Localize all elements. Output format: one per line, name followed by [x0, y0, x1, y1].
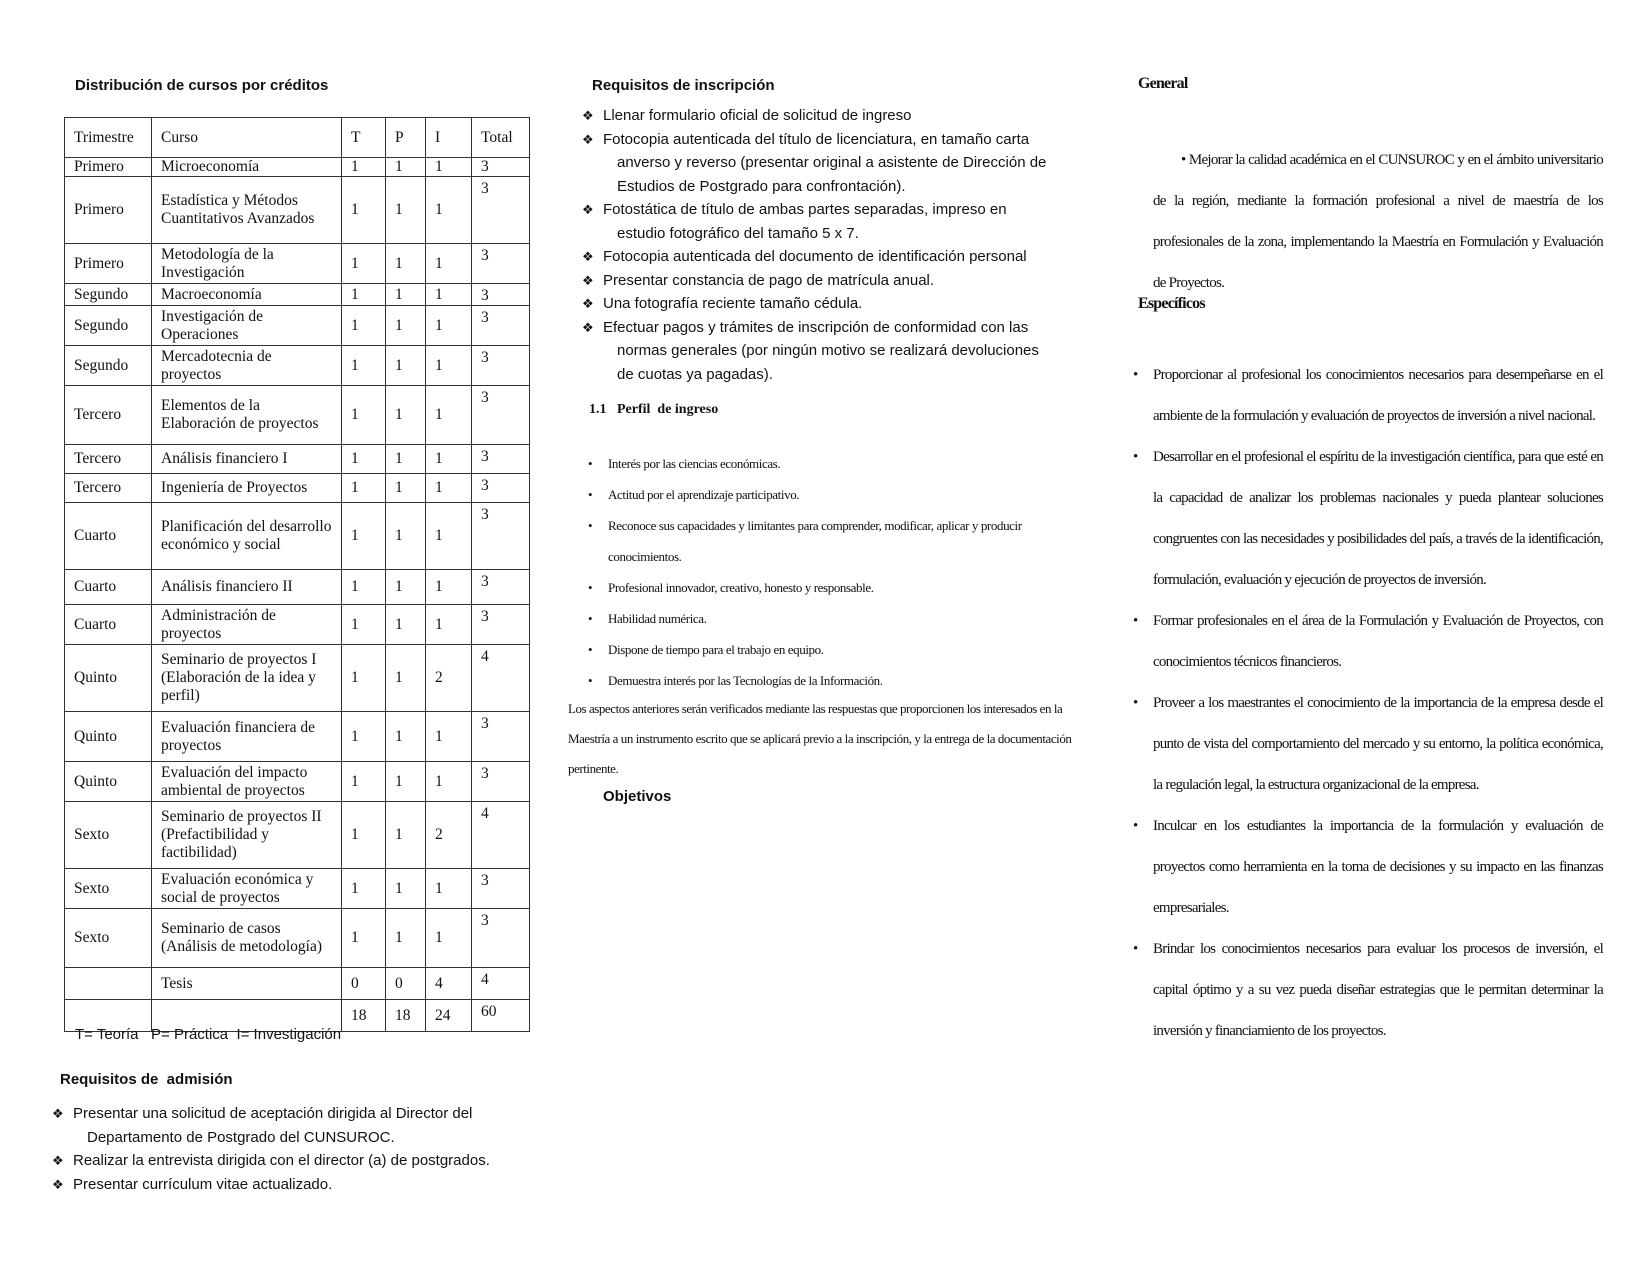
specific-objective-item	[1133, 683, 1603, 806]
cell-t: 1	[342, 503, 386, 570]
inscripcion-section-title: Requisitos de inscripción	[592, 77, 775, 94]
table-row	[65, 284, 530, 306]
cell-trimestre: Segundo	[65, 284, 152, 306]
admision-item	[52, 1173, 532, 1197]
table-row	[65, 306, 530, 346]
cell-p: 1	[386, 802, 426, 869]
cell-p: 1	[386, 346, 426, 386]
cell-t: 1	[342, 645, 386, 712]
header-t: T	[342, 118, 386, 158]
bullet-icon: •	[1133, 449, 1138, 465]
cell-t: 1	[342, 712, 386, 762]
cell-p: 1	[386, 306, 426, 346]
general-objective-title: General	[1138, 75, 1188, 92]
cell-p: 1	[386, 474, 426, 503]
inscripcion-item	[582, 198, 1072, 245]
list-item-text: Proveer a los maestrantes el conocimiento de la importancia de la empresa desde el punto de vista del comportamiento del mercado y su entorno, la política económica, la regulación legal, la estructura organizacional de la empresa.	[1153, 695, 1603, 793]
cell-i: 1	[426, 474, 472, 503]
cell-i: 1	[426, 158, 472, 177]
bullet-icon: •	[1133, 818, 1138, 834]
cell-p: 1	[386, 909, 426, 968]
table-row	[65, 570, 530, 605]
list-item-line: Estudios de Postgrado para confrontación).	[617, 177, 906, 195]
cell-trimestre: Cuarto	[65, 503, 152, 570]
cell-t: 1	[342, 474, 386, 503]
cell-curso: Administración de proyectos	[152, 605, 342, 645]
cell-curso: Seminario de casos (Análisis de metodología)	[152, 909, 342, 968]
cell-trimestre	[65, 968, 152, 1000]
list-item-line: anverso y reverso (presentar original a asistente de Dirección de	[617, 154, 1047, 171]
perfil-item	[588, 479, 1078, 510]
list-item-line: Llenar formulario oficial de solicitud de ingreso	[603, 107, 912, 124]
cell-t: 1	[342, 869, 386, 909]
cell-t: 1	[342, 158, 386, 177]
cell-i: 1	[426, 386, 472, 445]
cell-curso: Análisis financiero I	[152, 445, 342, 474]
specific-objectives-list	[1133, 355, 1603, 1052]
perfil-section-title: 1.1 Perfil de ingreso	[589, 402, 719, 417]
objetivos-title: Objetivos	[603, 788, 672, 805]
admision-item	[52, 1102, 532, 1149]
header-p: P	[386, 118, 426, 158]
cell-total: 3	[472, 605, 530, 645]
cell-t: 1	[342, 346, 386, 386]
cell-trimestre: Quinto	[65, 712, 152, 762]
cell-i: 1	[426, 570, 472, 605]
cell-trimestre: Tercero	[65, 386, 152, 445]
cell-curso: Evaluación del impacto ambiental de proyectos	[152, 762, 342, 802]
bullet-icon: •	[588, 456, 593, 471]
cell-trimestre: Sexto	[65, 869, 152, 909]
cell-total: 3	[472, 158, 530, 177]
list-item-line: Presentar una solicitud de aceptación dirigida al Director del	[73, 1105, 473, 1122]
cell-curso: Mercadotecnia de proyectos	[152, 346, 342, 386]
cell-total: 4	[472, 968, 530, 1000]
inscripcion-item	[582, 269, 1072, 293]
cell-trimestre: Quinto	[65, 762, 152, 802]
table-row	[65, 802, 530, 869]
cell-curso: Planificación del desarrollo económico y social	[152, 503, 342, 570]
cell-i: 1	[426, 177, 472, 244]
cell-trimestre: Primero	[65, 177, 152, 244]
cell-t: 1	[342, 306, 386, 346]
cell-total: 3	[472, 869, 530, 909]
diamond-bullet-icon: ❖	[582, 202, 594, 217]
cell-trimestre: Sexto	[65, 909, 152, 968]
perfil-list	[588, 448, 1078, 696]
cell-curso: Metodología de la Investigación	[152, 244, 342, 284]
cell-total: 3	[472, 474, 530, 503]
cell-trimestre: Segundo	[65, 306, 152, 346]
cell-i: 1	[426, 244, 472, 284]
cell-trimestre: Quinto	[65, 645, 152, 712]
diamond-bullet-icon: ❖	[582, 108, 594, 123]
cell-i: 2	[426, 802, 472, 869]
cell-p: 1	[386, 712, 426, 762]
list-item-text: Proporcionar al profesional los conocimientos necesarios para desempeñarse en el ambiente de la formulación y evaluación de proyectos de inversión a nivel nacional.	[1153, 367, 1603, 424]
cell-i: 1	[426, 445, 472, 474]
cell-total: 3	[472, 909, 530, 968]
cell-trimestre: Tercero	[65, 474, 152, 503]
bullet-icon: •	[588, 487, 593, 502]
cell-curso: Tesis	[152, 968, 342, 1000]
cell-p: 1	[386, 177, 426, 244]
cell-total: 3	[472, 306, 530, 346]
bullet-icon: •	[1133, 367, 1138, 383]
cell-i: 1	[426, 346, 472, 386]
cell-curso: Seminario de proyectos I (Elaboración de la idea y perfil)	[152, 645, 342, 712]
cell-p: 1	[386, 869, 426, 909]
cell-p: 1	[386, 645, 426, 712]
cell-curso: Elementos de la Elaboración de proyectos	[152, 386, 342, 445]
table-row	[65, 386, 530, 445]
table-row	[65, 244, 530, 284]
cell-i: 1	[426, 605, 472, 645]
specific-objective-item	[1133, 929, 1603, 1052]
table-row	[65, 503, 530, 570]
list-item-text: Interés por las ciencias económicas.	[608, 456, 781, 471]
table-legend: T= Teoría P= Práctica I= Investigación	[75, 1026, 342, 1043]
list-item-line: de cuotas ya pagadas).	[617, 365, 773, 383]
cell-total: 3	[472, 503, 530, 570]
diamond-bullet-icon: ❖	[582, 319, 594, 335]
cell-curso: Análisis financiero II	[152, 570, 342, 605]
header-curso: Curso	[152, 118, 342, 158]
courses-section-title: Distribución de cursos por créditos	[75, 77, 329, 94]
table-row	[65, 605, 530, 645]
list-item-text: Brindar los conocimientos necesarios para evaluar los procesos de inversión, el capital óptimo y a su vez pueda diseñar estrategias que le permitan determinar la inversión y financiamiento de los proyectos.	[1153, 941, 1603, 1039]
list-item-line: Realizar la entrevista dirigida con el director (a) de postgrados.	[73, 1152, 490, 1169]
cell-i: 1	[426, 869, 472, 909]
cell-total: 3	[472, 762, 530, 802]
perfil-item	[588, 448, 1078, 479]
inscripcion-item	[582, 316, 1072, 387]
inscripcion-item	[582, 104, 1072, 128]
cell-trimestre: Cuarto	[65, 605, 152, 645]
cell-total: 3	[472, 570, 530, 605]
table-row	[65, 346, 530, 386]
list-item-text: Actitud por el aprendizaje participativo.	[608, 487, 800, 502]
table-header-row	[65, 118, 530, 158]
cell-curso: Evaluación económica y social de proyectos	[152, 869, 342, 909]
list-item-line: estudio fotográfico del tamaño 5 x 7.	[617, 224, 859, 242]
cell-total: 4	[472, 645, 530, 712]
cell-total: 3	[472, 177, 530, 244]
list-item-text: Profesional innovador, creativo, honesto y responsable.	[608, 580, 874, 595]
perfil-item	[588, 603, 1078, 634]
list-item-line: Efectuar pagos y trámites de inscripción de conformidad con las	[603, 318, 1029, 336]
table-row	[65, 474, 530, 503]
diamond-bullet-icon: ❖	[582, 131, 594, 147]
cell-total: 3	[472, 386, 530, 445]
bullet-icon: •	[1133, 613, 1138, 629]
specific-objectives-title: Específicos	[1138, 295, 1205, 312]
bullet-icon: •	[588, 518, 593, 533]
specific-objective-item	[1133, 806, 1603, 929]
cell-p: 18	[386, 1000, 426, 1032]
cell-t: 1	[342, 177, 386, 244]
cell-p: 1	[386, 158, 426, 177]
list-item-text: Desarrollar en el profesional el espíritu de la investigación científica, para que esté en la capacidad de analizar los problemas nacionales y pueda plantear soluciones congruentes con las necesidades y posibilidades del país, a través de la identificación, formulación, evaluación y ejecución de proyectos de inversión.	[1153, 449, 1603, 588]
cell-t: 1	[342, 386, 386, 445]
cell-i: 1	[426, 503, 472, 570]
cell-t: 1	[342, 445, 386, 474]
cell-total: 3	[472, 284, 530, 306]
perfil-item	[588, 510, 1078, 572]
cell-p: 1	[386, 386, 426, 445]
table-row	[65, 645, 530, 712]
perfil-item	[588, 665, 1078, 696]
cell-t: 1	[342, 244, 386, 284]
bullet-icon: •	[1133, 695, 1138, 711]
cell-total: 3	[472, 346, 530, 386]
list-item-line: Presentar constancia de pago de matrícula anual.	[603, 271, 935, 289]
perfil-item	[588, 572, 1078, 603]
diamond-bullet-icon: ❖	[52, 1153, 64, 1168]
specific-objective-item	[1133, 437, 1603, 601]
cell-p: 1	[386, 503, 426, 570]
diamond-bullet-icon: ❖	[582, 249, 594, 264]
cell-total: 3	[472, 712, 530, 762]
list-item-line: Fotocopia autenticada del documento de identificación personal	[603, 248, 1027, 265]
cell-t: 0	[342, 968, 386, 1000]
cell-curso: Ingeniería de Proyectos	[152, 474, 342, 503]
list-item-line: Fotostática de título de ambas partes separadas, impreso en	[603, 201, 1007, 218]
cell-i: 24	[426, 1000, 472, 1032]
cell-t: 1	[342, 802, 386, 869]
courses-table	[64, 117, 530, 1032]
cell-curso: Investigación de Operaciones	[152, 306, 342, 346]
cell-total: 3	[472, 445, 530, 474]
cell-total: 60	[472, 1000, 530, 1032]
list-item-text: Demuestra interés por las Tecnologías de la Información.	[608, 673, 883, 688]
bullet-icon: •	[588, 580, 593, 595]
general-objective-body: Mejorar la calidad académica en el CUNSUROC y en el ámbito universitario de la región, mediante la formación profesional a nivel de maestría de los profesionales de la zona, implementando la Maestría en Formulación y Evaluación de Proyectos.	[1153, 152, 1603, 291]
inscripcion-item	[582, 128, 1072, 199]
perfil-note: Los aspectos anteriores serán verificados mediante las respuestas que proporcionen los interesados en la Maestría a un instrumento escrito que se aplicará previo a la inscripción, y la entrega de la documentación pertinente.	[568, 701, 1072, 776]
specific-objective-item	[1133, 601, 1603, 683]
perfil-item	[588, 634, 1078, 665]
table-row	[65, 712, 530, 762]
inscripcion-item	[582, 245, 1072, 269]
cell-t: 1	[342, 570, 386, 605]
admision-section-title: Requisitos de admisión	[60, 1071, 233, 1088]
cell-t: 1	[342, 284, 386, 306]
cell-p: 1	[386, 244, 426, 284]
list-item-line: normas generales (por ningún motivo se realizará devoluciones	[617, 342, 1039, 359]
cell-trimestre: Sexto	[65, 802, 152, 869]
bullet-icon: •	[588, 611, 593, 626]
cell-curso: Evaluación financiera de proyectos	[152, 712, 342, 762]
cell-total: 3	[472, 244, 530, 284]
list-item-text: Inculcar en los estudiantes la importancia de la formulación y evaluación de proyectos como herramienta en la toma de decisiones y su impacto en las finanzas empresariales.	[1153, 818, 1603, 916]
cell-p: 0	[386, 968, 426, 1000]
cell-trimestre: Primero	[65, 244, 152, 284]
cell-t: 18	[342, 1000, 386, 1032]
table-row	[65, 869, 530, 909]
bullet-icon: •	[1133, 941, 1138, 957]
cell-curso: Macroeconomía	[152, 284, 342, 306]
cell-trimestre: Tercero	[65, 445, 152, 474]
cell-i: 1	[426, 712, 472, 762]
diamond-bullet-icon: ❖	[582, 272, 594, 288]
cell-i: 2	[426, 645, 472, 712]
general-objective-text	[1153, 140, 1603, 304]
cell-curso: Estadística y Métodos Cuantitativos Avanzados	[152, 177, 342, 244]
cell-t: 1	[342, 762, 386, 802]
cell-trimestre: Cuarto	[65, 570, 152, 605]
list-item-text: Reconoce sus capacidades y limitantes para comprender, modificar, aplicar y producir conocimientos.	[608, 518, 1022, 564]
list-item-text: Dispone de tiempo para el trabajo en equipo.	[608, 642, 824, 657]
header-i: I	[426, 118, 472, 158]
cell-i: 1	[426, 284, 472, 306]
table-row	[65, 909, 530, 968]
list-item-text: Formar profesionales en el área de la Formulación y Evaluación de Proyectos, con conocimientos técnicos financieros.	[1153, 613, 1603, 670]
table-row	[65, 177, 530, 244]
inscripcion-item	[582, 292, 1072, 316]
cell-trimestre: Primero	[65, 158, 152, 177]
cell-i: 1	[426, 762, 472, 802]
cell-i: 1	[426, 909, 472, 968]
list-item-text: Habilidad numérica.	[608, 611, 707, 626]
cell-p: 1	[386, 570, 426, 605]
bullet-icon: •	[588, 642, 593, 657]
cell-p: 1	[386, 284, 426, 306]
diamond-bullet-icon: ❖	[52, 1106, 64, 1121]
admision-item	[52, 1149, 532, 1173]
cell-curso: Seminario de proyectos II (Prefactibilidad y factibilidad)	[152, 802, 342, 869]
list-item-line: Fotocopia autenticada del título de licenciatura, en tamaño carta	[603, 130, 1030, 148]
cell-curso: Microeconomía	[152, 158, 342, 177]
cell-trimestre: Segundo	[65, 346, 152, 386]
admision-list	[52, 1102, 532, 1196]
list-item-line: Departamento de Postgrado del CUNSUROC.	[87, 1128, 395, 1146]
table-row	[65, 158, 530, 177]
diamond-bullet-icon: ❖	[52, 1176, 64, 1192]
cell-t: 1	[342, 605, 386, 645]
table-row	[65, 968, 530, 1000]
bullet-icon: •	[1181, 152, 1189, 168]
cell-t: 1	[342, 909, 386, 968]
list-item-line: Una fotografía reciente tamaño cédula.	[603, 295, 863, 312]
table-row	[65, 762, 530, 802]
inscripcion-list	[582, 104, 1072, 386]
cell-p: 1	[386, 762, 426, 802]
diamond-bullet-icon: ❖	[582, 296, 594, 311]
cell-p: 1	[386, 605, 426, 645]
bullet-icon: •	[588, 673, 593, 688]
table-row	[65, 445, 530, 474]
header-total: Total	[472, 118, 530, 158]
cell-i: 4	[426, 968, 472, 1000]
cell-p: 1	[386, 445, 426, 474]
list-item-line: Presentar currículum vitae actualizado.	[73, 1175, 333, 1193]
cell-i: 1	[426, 306, 472, 346]
header-trimestre: Trimestre	[65, 118, 152, 158]
cell-total: 4	[472, 802, 530, 869]
specific-objective-item	[1133, 355, 1603, 437]
